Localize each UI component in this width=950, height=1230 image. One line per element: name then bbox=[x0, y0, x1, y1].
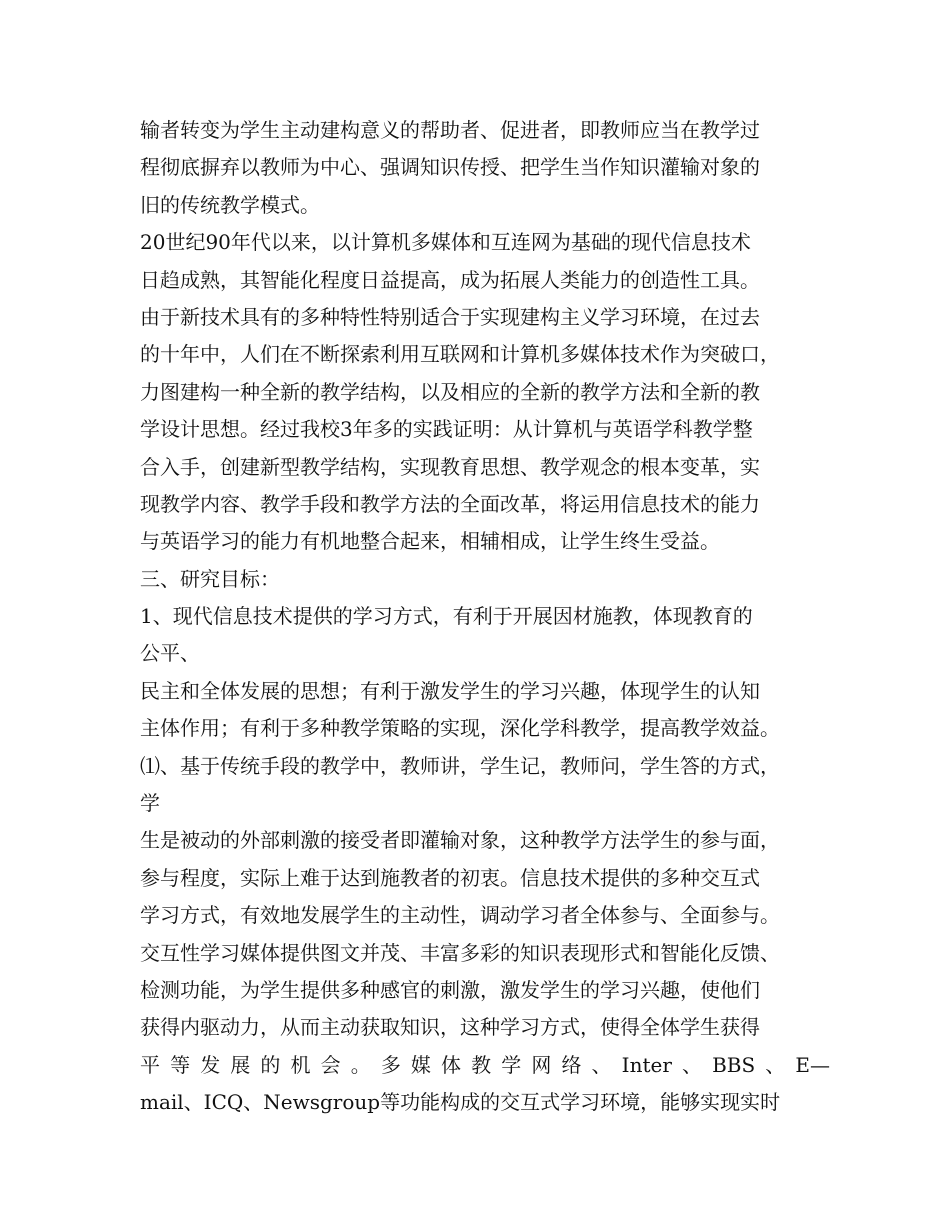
text-line: 的十年中，人们在不断探索利用互联网和计算机多媒体技术作为突破口， bbox=[140, 342, 780, 367]
text-line: 检测功能，为学生提供多种感官的刺激，激发学生的学习兴趣，使他们 bbox=[140, 977, 760, 1002]
text-line: 20世纪90年代以来，以计算机多媒体和互连网为基础的现代信息技术 bbox=[140, 230, 751, 255]
text-line: mail、ICQ、Newsgroup等功能构成的交互式学习环境，能够实现实时 bbox=[140, 1090, 781, 1115]
text-line: 学习方式，有效地发展学生的主动性，调动学习者全体参与、全面参与。 bbox=[140, 903, 780, 928]
text-line: 平等发展的机会。多媒体教学网络、Inter、BBS、E— bbox=[140, 1052, 830, 1077]
text-line: 输者转变为学生主动建构意义的帮助者、促进者，即教师应当在教学过 bbox=[140, 118, 760, 142]
text-line: 程彻底摒弃以教师为中心、强调知识传授、把学生当作知识灌输对象的 bbox=[140, 155, 760, 180]
text-line: 旧的传统教学模式。 bbox=[140, 192, 320, 217]
text-line: 与英语学习的能力有机地整合起来，相辅相成，让学生终生受益。 bbox=[140, 529, 720, 554]
text-line: 交互性学习媒体提供图文并茂、丰富多彩的知识表现形式和智能化反馈、 bbox=[140, 940, 780, 965]
body-text bbox=[140, 112, 830, 1122]
text-line: 获得内驱动力，从而主动获取知识，这种学习方式，使得全体学生获得 bbox=[140, 1015, 760, 1040]
text-line: 民主和全体发展的思想；有利于激发学生的学习兴趣，体现学生的认知 bbox=[140, 678, 760, 703]
section-heading: 三、研究目标： bbox=[140, 566, 280, 591]
text-line: 合入手，创建新型教学结构，实现教育思想、教学观念的根本变革，实 bbox=[140, 454, 760, 479]
text-line: 学设计思想。经过我校3年多的实践证明：从计算机与英语学科教学整 bbox=[140, 417, 753, 442]
text-line: 1、现代信息技术提供的学习方式，有利于开展因材施教，体现教育的 bbox=[140, 604, 753, 629]
text-line: 现教学内容、教学手段和教学方法的全面改革，将运用信息技术的能力 bbox=[140, 491, 760, 516]
text-line: 力图建构一种全新的教学结构，以及相应的全新的教学方法和全新的教 bbox=[140, 379, 760, 404]
text-line: 学 bbox=[140, 791, 160, 816]
text-line: 生是被动的外部刺激的接受者即灌输对象，这种教学方法学生的参与面， bbox=[140, 828, 780, 853]
text-line: 由于新技术具有的多种特性特别适合于实现建构主义学习环境，在过去 bbox=[140, 304, 760, 329]
text-line: 参与程度，实际上难于达到施教者的初衷。信息技术提供的多种交互式 bbox=[140, 865, 760, 890]
text-line: ⑴、基于传统手段的教学中，教师讲，学生记，教师问，学生答的方式， bbox=[140, 753, 780, 778]
text-line: 日趋成熟，其智能化程度日益提高，成为拓展人类能力的创造性工具。 bbox=[140, 267, 760, 292]
text-line: 公平、 bbox=[140, 641, 200, 666]
text-line: 主体作用；有利于多种教学策略的实现，深化学科教学，提高教学效益。 bbox=[140, 716, 780, 741]
